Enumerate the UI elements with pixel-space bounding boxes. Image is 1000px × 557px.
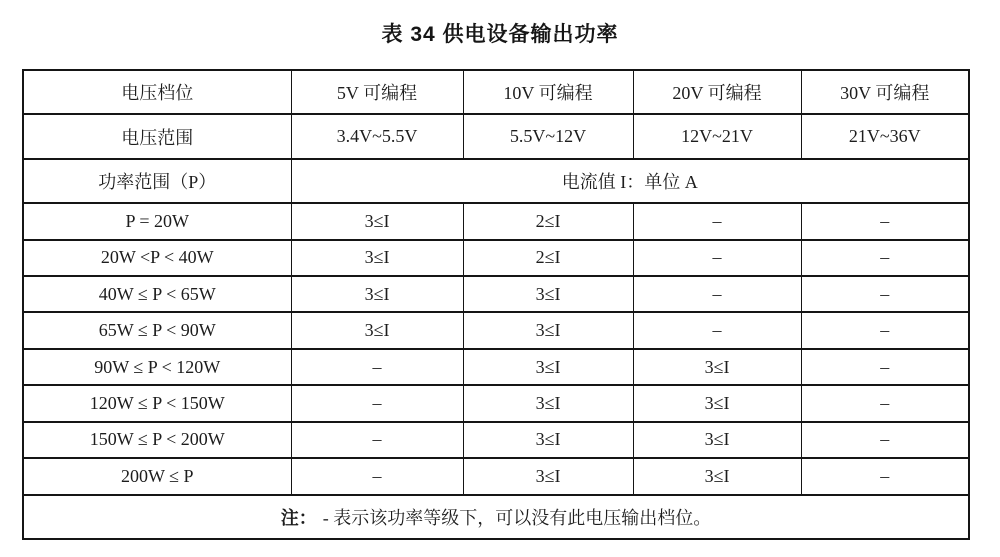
power-range-cell: 90W ≤ P < 120W [23,349,291,385]
page-title: 表 34 供电设备输出功率 [381,23,619,46]
current-cell-30v: – [801,422,969,458]
table-row [23,385,969,421]
current-cell-10v: 3≤I [463,276,633,312]
table-row [23,312,969,348]
current-cell-5v: 3≤I [291,312,463,348]
table-row-note [23,495,969,539]
current-cell-5v: – [291,349,463,385]
current-cell-10v: 3≤I [463,458,633,494]
current-cell-5v: – [291,422,463,458]
current-cell-10v: 3≤I [463,422,633,458]
current-cell-5v: – [291,385,463,421]
current-unit-header: 电流值 I：单位 A [291,159,969,203]
header-cell-10v: 10V 可编程 [463,70,633,114]
table-row-voltage-range [23,114,969,158]
current-cell-20v: – [633,312,801,348]
power-output-table [22,69,970,540]
current-cell-20v: 3≤I [633,385,801,421]
current-cell-20v: 3≤I [633,422,801,458]
current-cell-30v: – [801,385,969,421]
note [23,495,969,539]
power-range-cell: 120W ≤ P < 150W [23,385,291,421]
current-cell-10v: 2≤I [463,203,633,239]
current-cell-20v: – [633,240,801,276]
power-range-cell: 20W <P < 40W [23,240,291,276]
current-cell-5v: – [291,458,463,494]
power-range-cell: P = 20W [23,203,291,239]
header-cell-30v: 30V 可编程 [801,70,969,114]
current-cell-5v: 3≤I [291,276,463,312]
note-label: 注： [280,507,317,528]
header-cell-5v: 5V 可编程 [291,70,463,114]
current-cell-20v: – [633,203,801,239]
header-cell-voltage-tier: 电压档位 [23,70,291,114]
current-cell-30v: – [801,240,969,276]
table-row [23,276,969,312]
voltage-range-10v: 5.5V~12V [463,114,633,158]
voltage-range-30v: 21V~36V [801,114,969,158]
power-range-label: 功率范围（P） [23,159,291,203]
current-cell-30v: – [801,458,969,494]
current-cell-30v: – [801,276,969,312]
table-row [23,203,969,239]
current-cell-10v: 3≤I [463,385,633,421]
voltage-range-5v: 3.4V~5.5V [291,114,463,158]
table-row [23,349,969,385]
voltage-range-label: 电压范围 [23,114,291,158]
voltage-range-20v: 12V~21V [633,114,801,158]
current-cell-30v: – [801,312,969,348]
power-range-cell: 200W ≤ P [23,458,291,494]
power-range-cell: 150W ≤ P < 200W [23,422,291,458]
current-cell-5v: 3≤I [291,240,463,276]
table-row-header [23,70,969,114]
current-cell-10v: 3≤I [463,349,633,385]
power-range-cell: 40W ≤ P < 65W [23,276,291,312]
table-row [23,458,969,494]
current-cell-5v: 3≤I [291,203,463,239]
table-row [23,240,969,276]
current-cell-10v: 3≤I [463,312,633,348]
header-cell-20v: 20V 可编程 [633,70,801,114]
current-cell-20v: – [633,276,801,312]
current-cell-20v: 3≤I [633,349,801,385]
current-cell-20v: 3≤I [633,458,801,494]
current-cell-30v: – [801,349,969,385]
note-text: - 表示该功率等级下，可以没有此电压输出档位。 [322,507,712,528]
table-row-current-header [23,159,969,203]
current-cell-10v: 2≤I [463,240,633,276]
table-row [23,422,969,458]
current-cell-30v: – [801,203,969,239]
power-range-cell: 65W ≤ P < 90W [23,312,291,348]
